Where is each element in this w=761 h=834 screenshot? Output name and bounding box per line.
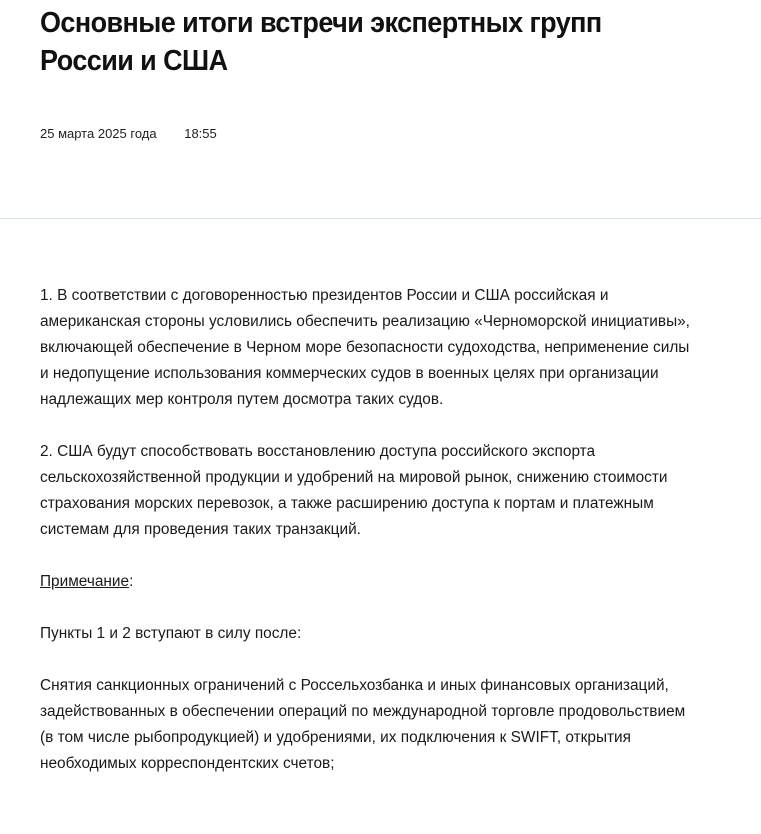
paragraph-3: Пункты 1 и 2 вступают в силу после:	[40, 625, 302, 642]
header-divider	[0, 218, 761, 219]
publication-time: 18:55	[184, 126, 217, 141]
note-label: Примечание	[40, 573, 130, 590]
paragraph-1: 1. В соответствии с договоренностью президентов России и США российская и американская стороны условились обеспечить реализацию «Черноморской инициативы», включающей обеспечение в Черном море безопасности судоходства, неприменение силы и недопущение использования коммерческих судов в военных целях при организации надлежащих мер контроля путем досмотра таких судов.	[40, 287, 690, 408]
paragraph-4: Снятия санкционных ограничений с Россельхозбанка и иных финансовых организаций, задействованных в обеспечении операций по международной торговле продовольствием (в том числе рыбопродукцией) и удобрениями, их подключения к SWIFT, открытия необходимых корреспондентских счетов;	[40, 677, 686, 772]
article-meta	[40, 125, 217, 143]
paragraph-2: 2. США будут способствовать восстановлению доступа российского экспорта сельскохозяйственной продукции и удобрений на мировой рынок, снижению стоимости страхования морских перевозок, а также расширению доступа к портам и платежным системам для проведения таких транзакций.	[40, 443, 668, 538]
note-colon: :	[129, 573, 134, 590]
article-body	[40, 283, 690, 803]
article-title: Основные итоги встречи экспертных групп России и США	[40, 7, 602, 77]
publication-date: 25 марта 2025 года	[40, 126, 157, 141]
note-heading	[40, 569, 690, 595]
